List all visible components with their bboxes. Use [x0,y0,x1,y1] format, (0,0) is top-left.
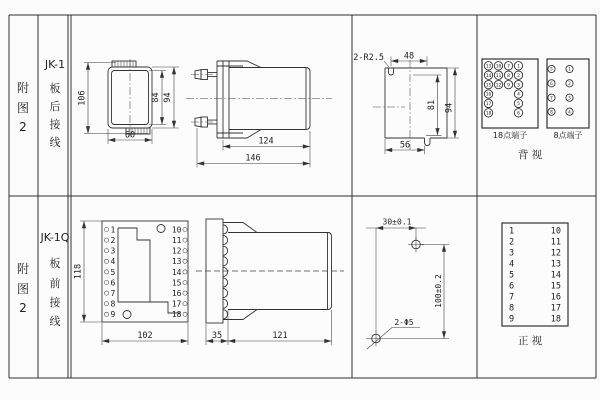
terminal-number: 15 [485,83,492,89]
terminal-number: 12 [495,83,502,89]
dim-84: 84 [151,92,161,103]
dim-30: 30±0.1 [382,217,412,227]
table-cell: 9 [509,314,515,325]
terminal-number: 10 [495,64,502,70]
row-jk1q [17,218,568,350]
dim-106: 106 [77,90,88,106]
bottom-bracket [217,130,261,139]
table-cell: 13 [550,259,561,270]
model-name: JK-1Q [40,231,70,244]
terminal-number: 9 [110,310,116,320]
terminal-number: 7 [550,96,553,102]
terminal-number: 6 [110,278,116,288]
terminal-number: 6 [550,81,553,87]
mount-char: 前 [49,277,61,290]
corner-notch [389,68,394,75]
terminal-number: 1 [110,225,116,235]
rear-view-label: 背 视 [517,149,543,161]
fig-char: 图 [16,282,30,296]
terminal-number: 1 [517,64,520,70]
terminal-number: 2 [110,236,116,245]
jk1q-front-view [74,221,189,345]
jk1-side-view [186,61,332,168]
block8-label: 8点端子 [553,131,583,140]
fig-char: 图 [16,101,30,115]
jk1q-side-view [196,219,344,345]
fig-char: 附 [16,81,30,95]
terminal-number: 8 [550,110,553,116]
terminal-number: 5 [517,102,520,108]
dim-146: 146 [245,153,261,164]
dim-100: 100±0.2 [434,274,443,308]
terminal-number: 16 [485,92,492,98]
mount-char: 线 [49,136,61,149]
terminal-number: 3 [110,246,116,256]
jk1q-drilling-plan [366,218,449,350]
mount-char: 后 [49,100,61,113]
mount-char: 线 [49,315,61,328]
fig-char: 2 [19,301,27,315]
table-cell: 12 [550,248,561,259]
table-cell: 1 [509,226,515,237]
table-right-column [551,227,561,325]
relay-case [229,68,310,130]
terminal-number: 9 [507,83,510,89]
terminal-number: 4 [517,92,520,98]
screw-slot [425,138,431,146]
terminal-number: 2 [517,73,520,79]
dim-56: 56 [399,140,411,151]
mounting-hole [157,225,165,233]
block18-label: 18点端子 [492,131,528,140]
dim-48: 48 [403,51,415,62]
table-cell: 3 [509,248,515,259]
terminal-number: 7 [110,289,116,298]
dim-118: 118 [73,263,84,280]
terminal-number: 13 [171,257,182,267]
jk1-panel-cutout-view [353,52,459,155]
table-cell: 4 [509,259,515,270]
front-view-label: 正 视 [517,335,543,347]
table-cell: 14 [550,270,561,281]
terminal-number: 15 [171,278,182,288]
terminal-number: 17 [171,299,182,309]
dim-121: 121 [272,331,288,341]
rear-terminal-panel [482,59,589,161]
terminal-number: 11 [171,236,182,245]
table-cell: 18 [550,314,561,325]
terminal-number: 10 [171,225,182,235]
table-cell: 8 [509,303,515,314]
terminal-number: 1 [568,67,571,73]
radius-callout: 2-R2.5 [353,53,384,63]
terminal-number: 14 [171,267,182,277]
table-cell: 6 [509,281,515,292]
table-cell: 11 [550,237,561,248]
terminal-circles-18 [484,62,522,117]
terminal-number: 11 [495,73,502,79]
terminal-number: 17 [485,102,492,108]
terminal-number: 4 [568,110,571,116]
dim-35: 35 [211,331,223,341]
table-cell: 10 [550,226,561,237]
terminal-circles-8 [548,65,573,115]
terminal-number: 3 [568,96,571,102]
table-cell: 16 [550,292,561,303]
hole-diameter-callout: 2-Φ5 [394,318,414,327]
terminal-number: 4 [110,257,116,267]
fig-char: 附 [16,262,30,276]
mount-char: 接 [49,118,61,131]
model-label-bottom [40,231,70,328]
table-cell: 5 [509,270,515,281]
terminal-number: 8 [110,299,116,309]
terminal-number: 2 [568,81,571,87]
mounting-stud-upper [191,70,217,80]
model-name: JK-1 [44,58,66,71]
terminal-number: 6 [517,111,520,117]
dim-60: 60 [124,130,136,141]
terminal-number: 5 [550,67,553,73]
dim-81: 81 [427,99,437,111]
mount-char: 板 [49,82,61,95]
fig-label-top [17,81,29,134]
mount-char: 接 [49,296,61,309]
terminal-number: 14 [485,73,492,79]
mounting-hole [123,311,131,319]
dim-124: 124 [258,136,274,147]
model-label-top [44,58,65,149]
dim-94: 94 [444,102,455,114]
row-jk1 [17,52,589,168]
terminal-number: 12 [171,246,182,256]
terminal-bumps [223,225,228,319]
table-cell: 17 [550,303,561,314]
top-bracket [223,223,257,233]
table-cell: 15 [550,281,561,292]
jk1-face-view [78,59,180,144]
terminal-number: 16 [171,289,182,298]
front-terminals-left [104,225,115,319]
terminal-number: 7 [507,64,510,70]
table-cell: 2 [509,237,515,248]
cover-outline-right [118,228,150,302]
mounting-stud-lower [191,117,217,127]
terminal-number: 5 [110,267,116,277]
top-bracket [217,61,261,68]
centerlines [373,60,410,150]
terminal-tab-top [112,61,136,67]
dim-102: 102 [137,331,153,341]
fig-char: 2 [19,120,27,134]
terminal-number: 13 [485,64,492,70]
front-terminals-right [172,225,187,319]
flange-plates [217,61,229,138]
terminal-number: 8 [507,73,510,79]
table-cell: 7 [509,292,515,303]
front-view-terminal-table [502,223,568,347]
terminal-number: 18 [171,310,182,320]
fig-label-bottom [17,262,29,315]
table-left-column [509,227,514,325]
terminal-number: 18 [485,111,492,117]
terminal-number: 3 [517,83,520,89]
dim-94: 94 [163,92,173,103]
mount-char: 板 [49,257,61,270]
cover-outline-left [118,228,180,313]
